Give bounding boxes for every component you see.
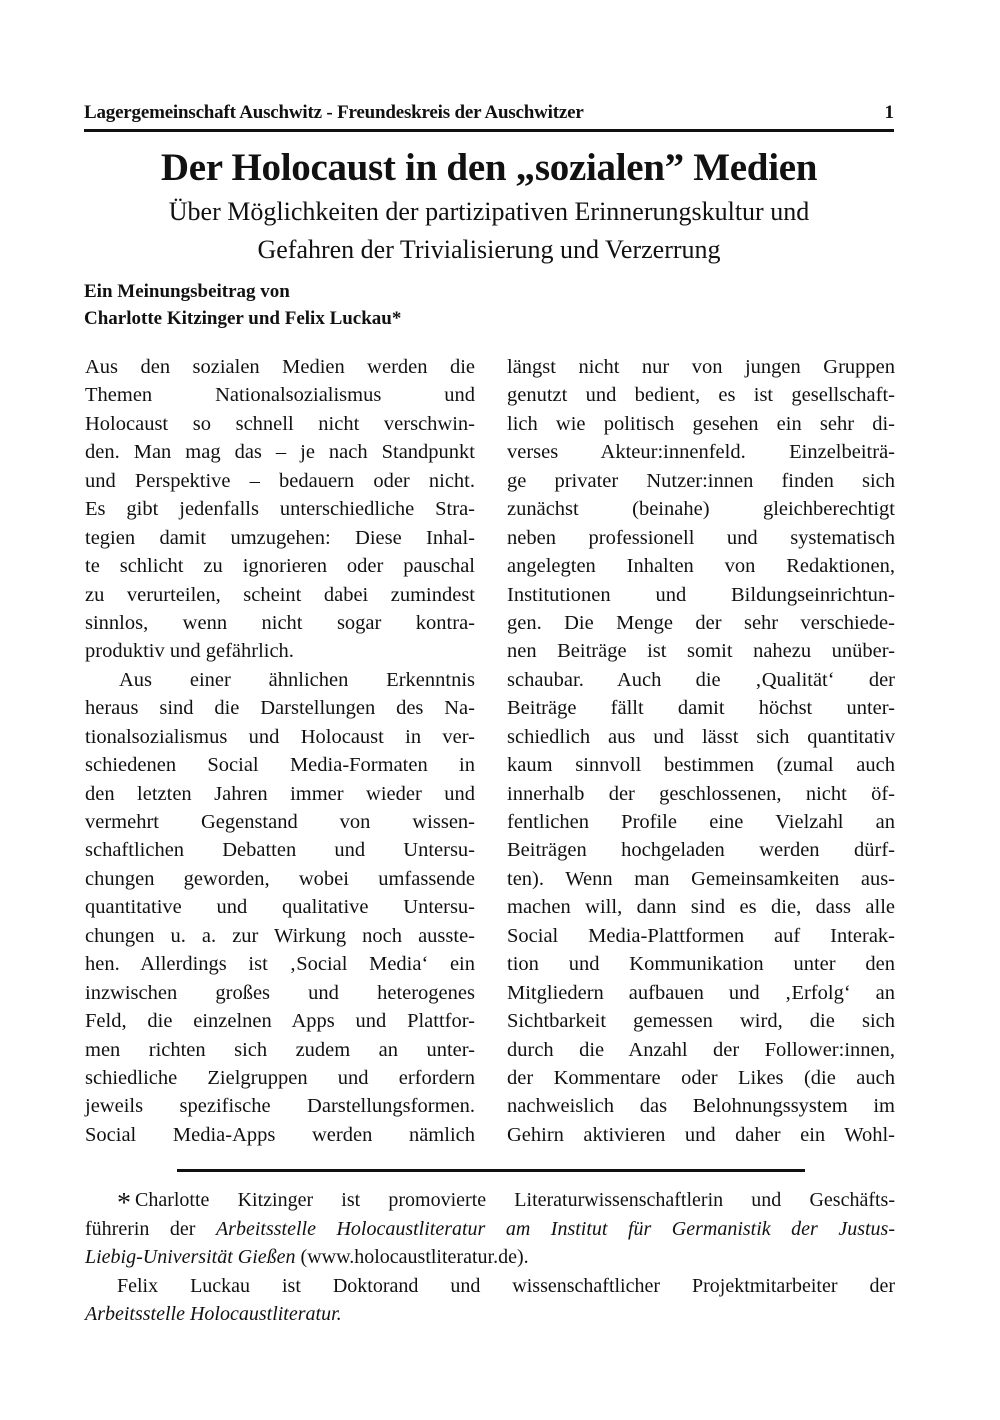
institution-name: Arbeitsstelle Holocaustliteratur.	[85, 1303, 342, 1325]
text-line: Es gibt jedenfalls unterschiedliche Stra-	[85, 498, 475, 521]
text-line: nachweislich das Belohnungssystem im	[507, 1095, 895, 1118]
text-line: tionalsozialismus und Holocaust in ver-	[85, 725, 475, 748]
text-line: ge privater Nutzer:innen finden sich	[507, 469, 895, 492]
text-line: Social Media-Apps werden nämlich	[85, 1123, 475, 1146]
subtitle-line: Gefahren der Trivialisierung und Verzerrung	[257, 235, 721, 264]
text-line: tion und Kommunikation unter den	[507, 953, 895, 976]
body-column-right	[507, 353, 895, 1149]
footnote-kitzinger-line	[85, 1243, 895, 1272]
footnote-luckau-line: Felix Luckau ist Doktorand und wissenschaftlicher Projektmitarbeiter der	[117, 1274, 895, 1297]
text-line: gen. Die Menge der sehr verschiede-	[507, 611, 895, 634]
article-title: Der Holocaust in den „sozialen” Medien	[160, 146, 818, 189]
text-line: Institutionen und Bildungseinrichtun-	[507, 583, 895, 606]
text-line: vermehrt Gegenstand von wissen-	[85, 811, 475, 833]
text-line: Beiträgen hochgeladen werden dürf-	[507, 839, 895, 862]
text-line: ten). Wenn man Gemeinsamkeiten aus-	[507, 867, 895, 890]
running-title: Lagergemeinschaft Auschwitz - Freundeskreis der Auschwitzer	[84, 102, 584, 123]
text-line: längst nicht nur von jungen Gruppen	[507, 356, 895, 378]
text-line: heraus sind die Darstellungen des Na-	[85, 697, 475, 720]
footnote-kitzinger-line	[85, 1215, 895, 1244]
footnote-luckau-line	[85, 1300, 895, 1329]
text-line: Gehirn aktivieren und daher ein Wohl-	[507, 1123, 895, 1146]
footnote-text: führerin der	[85, 1217, 216, 1240]
text-line: Aus den sozialen Medien werden die	[85, 356, 475, 378]
footnotes	[85, 1186, 895, 1329]
text-line: chungen geworden, wobei umfassende	[85, 867, 475, 890]
text-line: schaubar. Auch die ‚Qualität‘ der	[507, 668, 895, 691]
text-line: angelegten Inhalten von Redaktionen,	[507, 555, 895, 578]
text-line: und Perspektive – bedauern oder nicht.	[85, 469, 475, 492]
text-line: produktiv und gefährlich.	[85, 640, 294, 663]
byline-label: Ein Meinungsbeitrag von	[84, 281, 290, 302]
text-line: schiedenen Social Media-Formaten in	[85, 754, 475, 777]
text-line: Mitgliedern aufbauen und ‚Erfolg‘ an	[507, 981, 895, 1004]
text-line: hen. Allerdings ist ‚Social Media‘ ein	[85, 953, 475, 976]
footnote-kitzinger-line	[85, 1186, 895, 1219]
text-line: jeweils spezifische Darstellungsformen.	[85, 1095, 475, 1118]
text-line: sinnlos, wenn nicht sogar kontra-	[85, 611, 475, 634]
footnote-url: (www.holocaustliteratur.de).	[295, 1246, 529, 1268]
running-header	[84, 102, 894, 128]
body-column-left	[85, 353, 475, 1149]
text-line: lich wie politisch gesehen ein sehr di-	[507, 412, 895, 435]
article-subtitle	[84, 193, 894, 269]
text-line: schiedlich aus und lässt sich quantitativ	[507, 725, 895, 748]
text-line: durch die Anzahl der Follower:innen,	[507, 1038, 895, 1061]
university-name: Liebig-Universität Gießen	[85, 1246, 296, 1268]
text-line: Holocaust so schnell nicht verschwin-	[85, 412, 475, 435]
text-line: kaum sinnvoll bestimmen (zumal auch	[507, 754, 895, 777]
text-line: neben professionell und systematisch	[507, 526, 895, 549]
text-line: Social Media-Plattformen auf Interak-	[507, 924, 895, 947]
subtitle-line: Über Möglichkeiten der partizipativen Erinnerungskultur und	[168, 197, 810, 226]
text-line: den. Man mag das – je nach Standpunkt	[85, 441, 475, 464]
text-line: quantitative und qualitative Untersu-	[85, 896, 475, 919]
text-line: machen will, dann sind es die, dass alle	[507, 896, 895, 919]
asterisk-icon: *	[117, 1188, 131, 1219]
text-line: schaftlichen Debatten und Untersu-	[85, 839, 475, 862]
byline	[84, 278, 401, 332]
text-line: chungen u. a. zur Wirkung noch ausste-	[85, 924, 475, 947]
text-line: den letzten Jahren immer wieder und	[85, 782, 475, 805]
page-number: 1	[884, 102, 894, 123]
text-line: schiedliche Zielgruppen und erfordern	[85, 1066, 475, 1089]
text-line: fentlichen Profile eine Vielzahl an	[507, 811, 895, 833]
text-line: genutzt und bedient, es ist gesellschaft-	[507, 384, 895, 407]
paragraph-start-line: Aus einer ähnlichen Erkenntnis	[119, 668, 475, 691]
text-line: Feld, die einzelnen Apps und Plattfor-	[85, 1010, 475, 1033]
text-line: zunächst (beinahe) gleichberechtigt	[507, 498, 895, 521]
footnote-text: Charlotte Kitzinger ist promovierte Literaturwissenschaftlerin und Geschäfts-	[135, 1189, 895, 1211]
text-line: Sichtbarkeit gemessen wird, die sich	[507, 1010, 895, 1033]
text-line: men richten sich zudem an unter-	[85, 1038, 475, 1061]
header-rule	[84, 129, 894, 132]
footnote-rule	[177, 1169, 805, 1172]
text-line: innerhalb der geschlossenen, nicht öf-	[507, 782, 895, 805]
text-line: inzwischen großes und heterogenes	[85, 981, 475, 1004]
text-line: Themen Nationalsozialismus und	[85, 384, 475, 407]
text-line: zu verurteilen, scheint dabei zumindest	[85, 583, 475, 606]
byline-authors: Charlotte Kitzinger und Felix Luckau*	[84, 308, 402, 329]
text-line: nen Beiträge ist somit nahezu unüber-	[507, 640, 895, 663]
text-line: verses Akteur:innenfeld. Einzelbeiträ-	[507, 441, 895, 464]
institution-name: Arbeitsstelle Holocaustliteratur am Institut für Germanistik der Justus-	[215, 1217, 895, 1240]
text-line: tegien damit umzugehen: Diese Inhal-	[85, 526, 475, 549]
text-line: Beiträge fällt damit höchst unter-	[507, 697, 895, 720]
text-line: te schlicht zu ignorieren oder pauschal	[85, 555, 475, 578]
text-line: der Kommentare oder Likes (die auch	[507, 1066, 895, 1089]
